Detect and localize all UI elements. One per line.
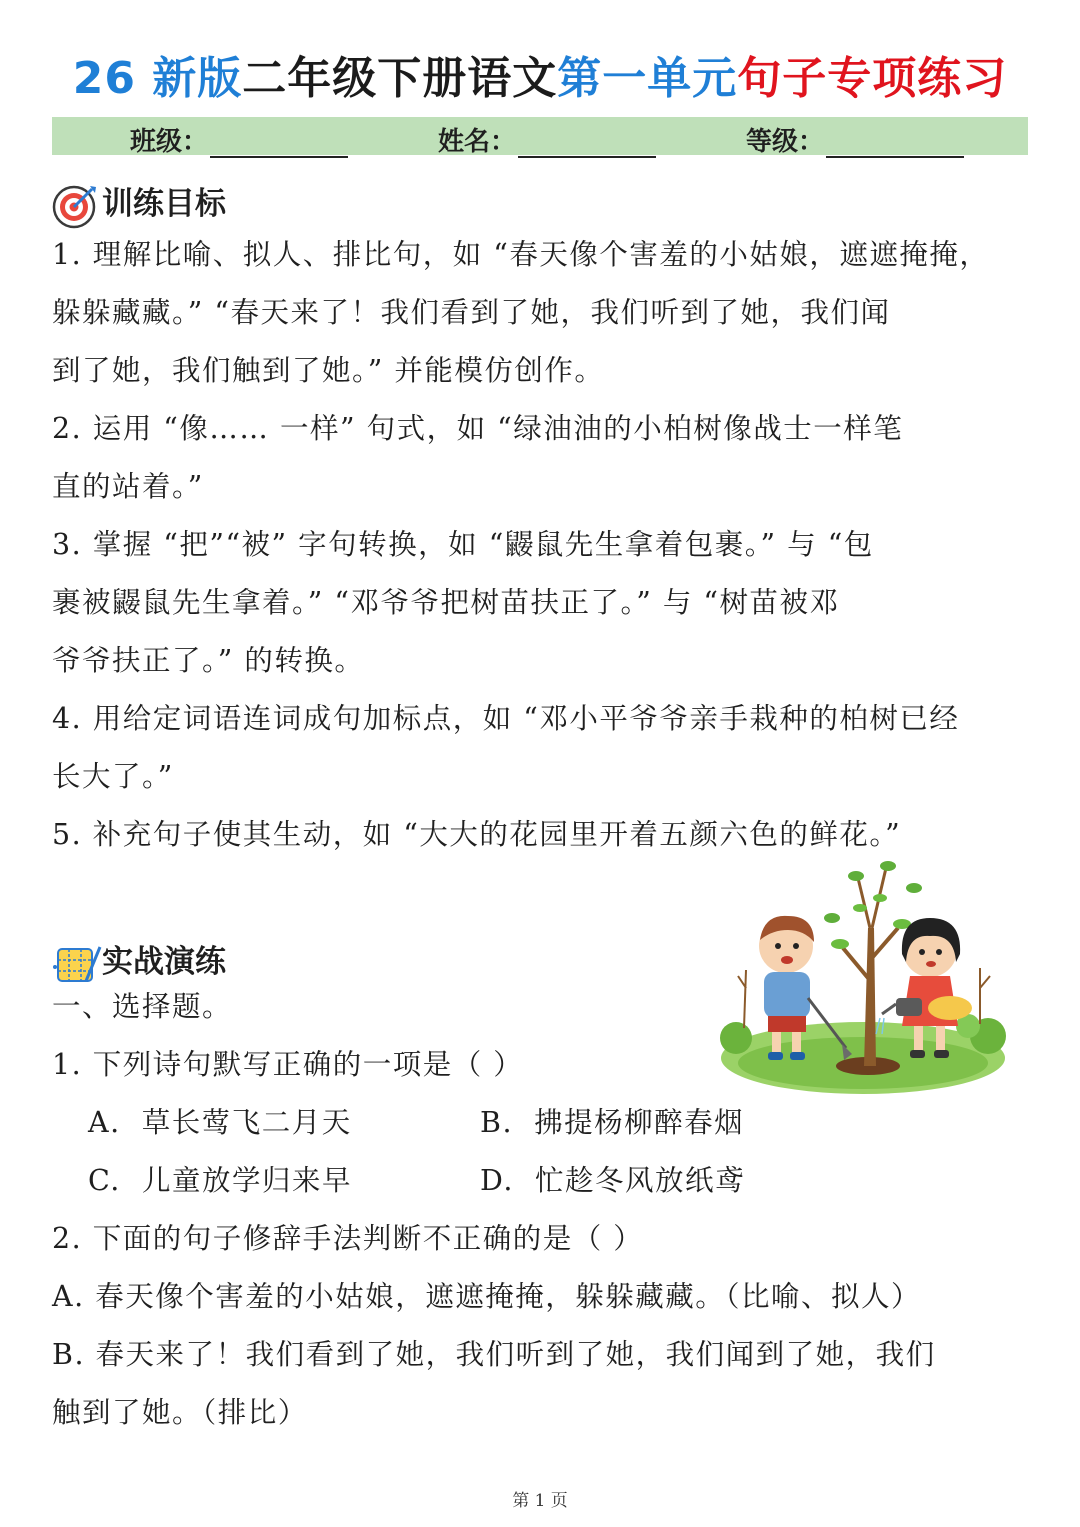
goal-line: 5. 补充句子使其生动，如 “大大的花园里开着五颜六色的鲜花。” [52,818,902,851]
name-label: 姓名： [438,127,517,157]
option-letter: D. [480,1164,514,1197]
question-2-stem: 2. 下面的句子修辞手法判断不正确的是（ ） [52,1222,644,1255]
section-title: 一、选择题。 [52,990,233,1023]
children-planting-illustration [718,858,1008,1098]
option-text: 拂提杨柳醉春烟 [534,1106,745,1139]
q2-option-b-continued: 触到了她。（排比） [52,1396,308,1429]
goal-line: 1. 理解比喻、拟人、排比句，如 “春天像个害羞的小姑娘，遮遮掩掩， [52,238,990,271]
grade-label: 等级： [746,127,825,157]
q1-option-a[interactable] [88,1100,352,1141]
option-text: 忙趁冬风放纸鸢 [535,1164,746,1197]
q1-option-d[interactable] [480,1158,745,1199]
title-part-topic: 句子专项练习 [737,53,1008,104]
grade-blank[interactable] [826,130,964,158]
q1-option-c[interactable] [88,1158,352,1199]
goal-line: 直的站着。” [52,470,204,503]
title-part-grade: 二年级下册语文 [242,53,558,104]
title-part-version: 26 新版 [72,53,243,104]
goal-line: 3. 掌握 “把”“被” 字句转换，如 “鼹鼠先生拿着包裹。” 与 “包 [52,528,874,561]
q1-option-b[interactable] [480,1100,744,1141]
class-blank[interactable] [210,130,348,158]
option-text: 草长莺飞二月天 [141,1106,352,1139]
option-letter: A. [88,1106,121,1139]
goal-line: 到了她，我们触到了她。” 并能模仿创作。 [52,354,605,387]
goal-line: 躲躲藏藏。” “春天来了！我们看到了她，我们听到了她，我们闻 [52,296,891,329]
goal-line: 裹被鼹鼠先生拿着。” “邓爷爷把树苗扶正了。” 与 “树苗被邓 [52,586,840,619]
goal-line: 长大了。” [52,760,174,793]
goal-line: 2. 运用 “像…… 一样” 句式，如 “绿油油的小柏树像战士一样笔 [52,412,904,445]
class-field [130,121,348,158]
grade-field [746,121,964,158]
goals-heading-text: 训练目标 [102,186,226,222]
goal-line: 4. 用给定词语连词成句加标点，如 “邓小平爷爷亲手栽种的柏树已经 [52,702,960,735]
option-text: 儿童放学归来早 [141,1164,352,1197]
target-icon [52,183,98,229]
name-blank[interactable] [518,130,656,158]
option-letter: C. [88,1164,121,1197]
practice-heading-text: 实战演练 [102,944,226,980]
goals-heading [52,178,226,229]
option-letter: B. [480,1106,514,1139]
goal-line: 爷爷扶正了。” 的转换。 [52,644,365,677]
page-title [0,42,1080,106]
q2-option-b[interactable]: B. 春天来了！我们看到了她，我们听到了她，我们闻到了她，我们 [52,1338,936,1371]
question-1-stem: 1. 下列诗句默写正确的一项是（ ） [52,1048,524,1081]
student-info-bar [52,117,1028,155]
class-label: 班级： [130,127,209,157]
name-field [438,121,656,158]
practice-heading [52,936,226,987]
title-part-unit: 第一单元 [557,53,738,104]
grid-pencil-icon [52,941,98,987]
q2-option-a[interactable]: A. 春天像个害羞的小姑娘，遮遮掩掩，躲躲藏藏。（比喻、拟人） [52,1280,921,1313]
page-number: 第 1 页 [512,1491,568,1511]
